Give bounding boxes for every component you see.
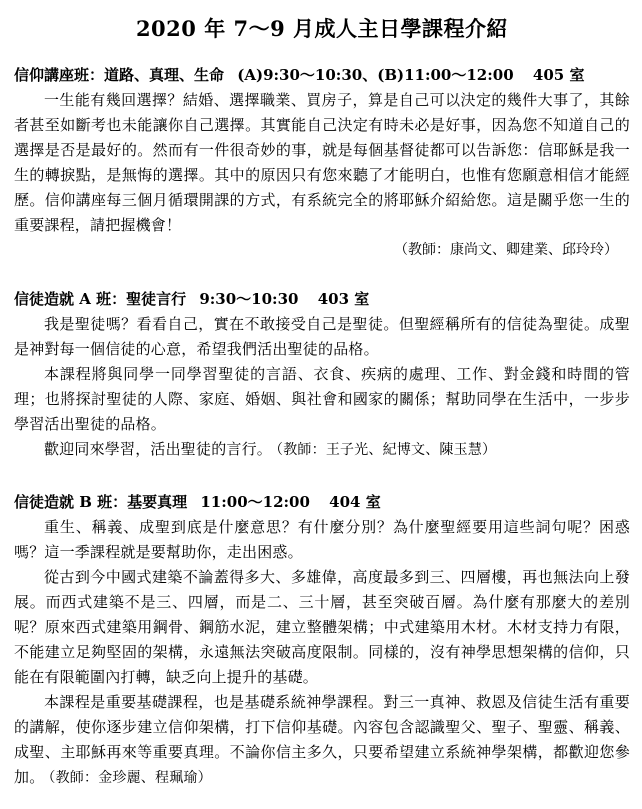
course-description-closing: [14, 690, 630, 791]
course-description-closing: [14, 437, 630, 463]
course-room: 404 室: [329, 493, 381, 511]
course-time: (A)9:30～10:30、(B)11:00～12:00: [237, 66, 514, 84]
course-time: 11:00～12:00: [200, 493, 310, 511]
course-teachers: （教師：康尚文、卿建業、邱玲玲）: [394, 242, 618, 258]
course-description: 一生能有幾回選擇？結婚、選擇職業、買房子，算是自己可以決定的幾件大事了，其餘者甚至如斷考也未能讓你自己選擇。其實能自己決定有時未必是好事，因為您不知道自己的選擇是否是最好的。然而有一件很奇妙的事，就是每個基督徒都可以告訴您：信耶穌是我一生的轉捩點，是無悔的選擇。其中的原因只有您來聽了才能明白，也惟有您願意相信才能經歷。信仰講座每三個月循環開課的方式，有系統完全的將耶穌介紹給您。這是關乎您一生的重要課程，請把握機會！: [14, 91, 630, 234]
course-name: 信徒造就 A 班：聖徒言行: [14, 290, 187, 308]
course-section-faith-seminar: [14, 64, 630, 262]
course-name: 信仰講座班：道路、真理、生命: [14, 66, 225, 84]
course-section-a-class: [14, 288, 630, 463]
closing-text: 歡迎同來學習，活出聖徒的言行。: [44, 440, 273, 458]
closing-text: 本課程是重要基礎課程，也是基礎系統神學課程。對三一真神、救恩及信徒生活有重要的講解，使你逐步建立信仰架構，打下信仰基礎。內容包含認識聖父、聖子、聖靈、稱義、成聖、主耶穌再來等重要真理。不論你信主多久，只要希望建立系統神學架構，都歡迎您參加。: [14, 693, 630, 786]
page-title: 2020 年 7～9 月成人主日學課程介紹: [135, 16, 509, 41]
course-room: 405 室: [532, 66, 585, 84]
course-name: 信徒造就 B 班：基要真理: [14, 493, 188, 511]
course-teachers: （教師：金珍麗、程珮瑜）: [48, 770, 212, 786]
course-description: 重生、稱義、成聖到底是什麼意思？有什麼分別？為什麼聖經要用這些詞句呢？困惑嗎？這一季課程就是要幫助你，走出困惑。: [14, 518, 630, 561]
course-description: 我是聖徒嗎？看看自己，實在不敢接受自己是聖徒。但聖經稱所有的信徒為聖徒。成聖是神對每一個信徒的心意，希望我們活出聖徒的品格。: [14, 315, 630, 358]
course-room: 403 室: [317, 290, 370, 308]
section-heading: [14, 288, 630, 310]
course-flyer: [14, 14, 630, 809]
course-time: 9:30～10:30: [199, 290, 299, 308]
section-heading: [14, 64, 630, 86]
course-description: 本課程將與同學一同學習聖徒的言語、衣食、疾病的處理、工作、對金錢和時間的管理；也將探討聖徒的人際、家庭、婚姻、與社會和國家的關係；幫助同學在生活中，一步步學習活出聖徒的品格。: [14, 365, 630, 433]
course-section-b-class: [14, 491, 630, 791]
course-teachers: （教師：王子光、紀博文、陳玉慧）: [276, 442, 497, 458]
course-description: 從古到今中國式建築不論蓋得多大、多雄偉，高度最多到三、四層樓，再也無法向上發展。而西式建築不是三、四層，而是二、三十層，甚至突破百層。為什麼有那麼大的差別呢？原來西式建築用鋼骨、鋼筋水泥，建立整體架構；中式建築用木材。木材支持力有限，不能建立足夠堅固的架構，永遠無法突破高度限制。同樣的，沒有神學思想架構的信仰，只能在有限範圍內打轉，缺乏向上提升的基礎。: [14, 568, 630, 686]
section-heading: [14, 491, 630, 513]
